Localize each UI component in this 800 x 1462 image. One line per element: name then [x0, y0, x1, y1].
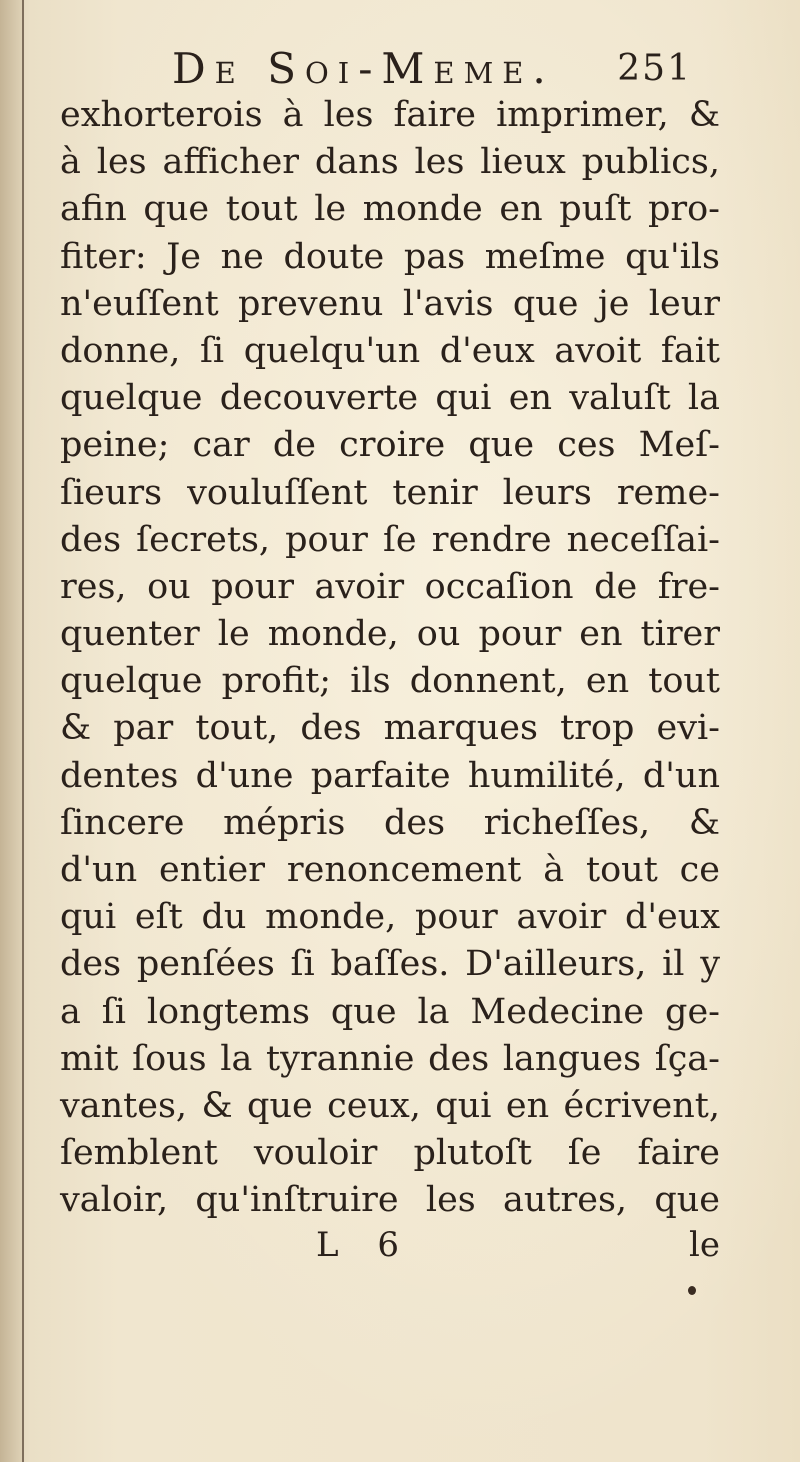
- text-line: valoir, qu'inſtruire les autres, que: [60, 1180, 720, 1221]
- text-line: mit ſous la tyrannie des langues ſça-: [60, 1038, 720, 1079]
- catchword: le: [689, 1225, 720, 1265]
- text-line: quenter le monde, ou pour en tirer: [60, 614, 720, 655]
- text-line: a ſi longtems que la Medecine ge-: [60, 991, 720, 1032]
- text-line: ſincere mépris des richeſſes, &: [60, 802, 720, 843]
- text-line: quelque profit; ils donnent, en tout: [60, 661, 720, 702]
- text-line: afin que tout le monde en puſt pro-: [60, 189, 720, 230]
- text-line: à les afficher dans les lieux publics,: [60, 142, 720, 183]
- page-footer: [60, 1225, 720, 1275]
- body-text: [60, 92, 720, 1225]
- text-line: ſieurs vouluſſent tenir leurs reme-: [60, 472, 720, 513]
- text-line: fiter: Je ne doute pas meſme qu'ils: [60, 236, 720, 277]
- text-line: quelque decouverte qui en valuſt la: [60, 378, 720, 419]
- binding-edge-line: [22, 0, 24, 1462]
- text-line: res, ou pour avoir occaſion de fre-: [60, 566, 720, 607]
- text-line: d'un entier renoncement à tout ce: [60, 850, 720, 890]
- text-line: qui eſt du monde, pour avoir d'eux: [60, 897, 720, 938]
- running-title: De Soi-Meme.: [172, 44, 555, 93]
- text-line: donne, ſi quelqu'un d'eux avoit fait: [60, 330, 720, 371]
- page-number: 251: [617, 48, 692, 89]
- text-line: des ſecrets, pour ſe rendre neceſſai-: [60, 519, 720, 560]
- text-line: exhorterois à les faire imprimer, &: [60, 95, 720, 135]
- text-line: peine; car de croire que ces Meſ-: [60, 425, 720, 466]
- text-line: dentes d'une parfaite humilité, d'un: [60, 755, 720, 796]
- text-line: ſemblent vouloir plutoſt ſe faire: [60, 1133, 720, 1174]
- text-line: & par tout, des marques trop evi-: [60, 708, 720, 749]
- signature-mark: L 6: [316, 1225, 414, 1265]
- binding-gutter: [0, 0, 22, 1462]
- ink-spot: [688, 1286, 696, 1295]
- text-line: des penſées ſi baſſes. D'ailleurs, il y: [60, 944, 720, 985]
- text-line: n'euſſent prevenu l'avis que je leur: [60, 283, 720, 324]
- text-line: vantes, & que ceux, qui en écrivent,: [60, 1085, 720, 1126]
